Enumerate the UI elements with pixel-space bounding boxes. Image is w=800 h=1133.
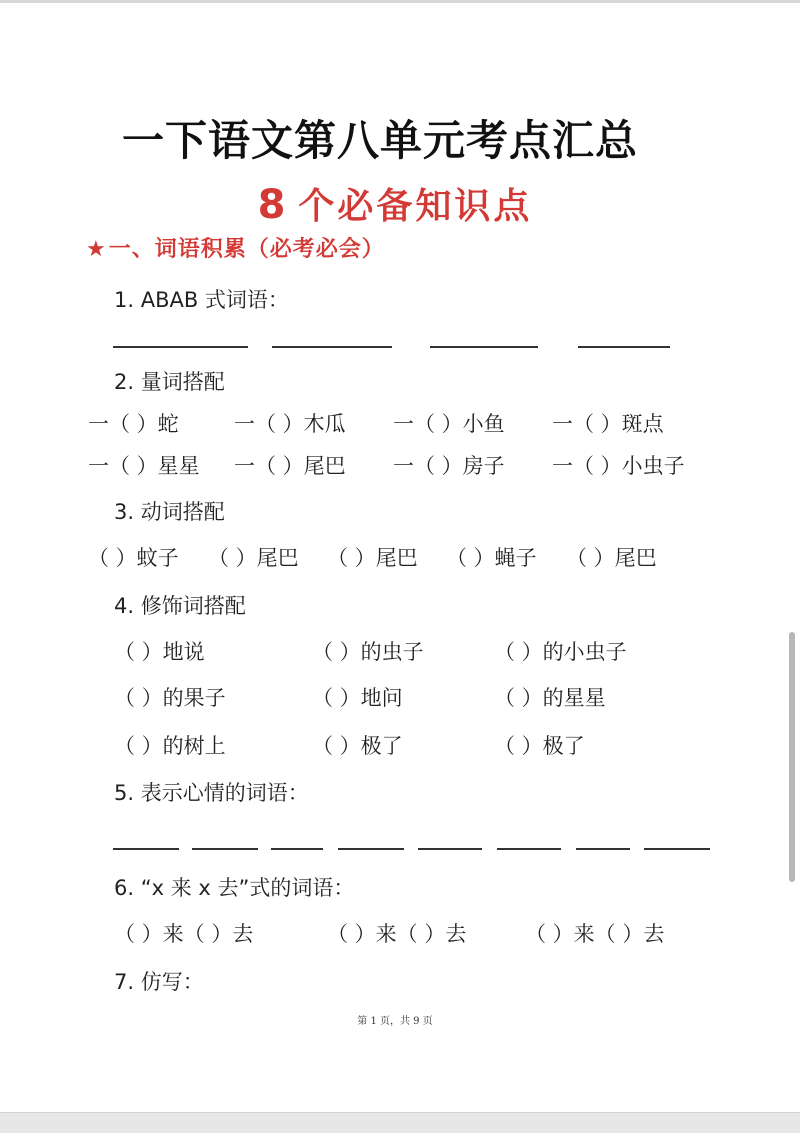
- blank-item: 一（ ）小鱼: [393, 412, 505, 436]
- question-1-label: 1. ABAB 式词语：: [114, 288, 289, 312]
- question-4-label: 4. 修饰词搭配: [114, 594, 246, 618]
- blank-item: （ ）地说: [114, 640, 205, 664]
- blank-item: （ ）的小虫子: [494, 640, 627, 664]
- answer-line: [192, 848, 258, 850]
- blank-item: （ ）蚊子: [88, 546, 179, 570]
- blank-item: 一（ ）房子: [393, 454, 505, 478]
- question-7-label: 7. 仿写：: [114, 970, 204, 994]
- answer-line: [271, 848, 323, 850]
- blank-item: （ ）来（ ）去: [525, 922, 665, 946]
- answer-line: [644, 848, 710, 850]
- star-icon: ★: [86, 237, 107, 262]
- blank-item: （ ）的树上: [114, 734, 226, 758]
- verb-row: [0, 542, 790, 572]
- subtitle-text: 个必备知识点: [298, 186, 533, 227]
- blank-item: （ ）来（ ）去: [327, 922, 467, 946]
- blank-item: （ ）来（ ）去: [114, 922, 254, 946]
- question-3-label: 3. 动词搭配: [114, 500, 225, 524]
- answer-line: [272, 346, 392, 348]
- answer-line: [578, 346, 670, 348]
- answer-line: [497, 848, 561, 850]
- blank-item: （ ）的星星: [494, 686, 606, 710]
- page-title: 一下语文第八单元考点汇总: [121, 116, 638, 165]
- blank-item: （ ）尾巴: [327, 546, 418, 570]
- blank-item: 一（ ）小虫子: [552, 454, 685, 478]
- blank-item: 一（ ）尾巴: [234, 454, 346, 478]
- answer-line: [338, 848, 404, 850]
- blank-item: （ ）的虫子: [312, 640, 424, 664]
- blank-item: 一（ ）蛇: [88, 412, 179, 436]
- blank-item: （ ）的果子: [114, 686, 226, 710]
- blank-item: （ ）尾巴: [208, 546, 299, 570]
- measure-word-row-2: [0, 450, 790, 480]
- modifier-row-1: [0, 636, 790, 666]
- section-heading: [86, 232, 385, 263]
- answer-line: [113, 346, 248, 348]
- blank-item: （ ）蝇子: [446, 546, 537, 570]
- answer-line: [418, 848, 482, 850]
- blank-item: （ ）地问: [312, 686, 403, 710]
- modifier-row-2: [0, 682, 790, 712]
- page-subtitle: [0, 178, 790, 229]
- scrollbar-thumb[interactable]: [789, 632, 795, 882]
- blank-item: 一（ ）斑点: [552, 412, 664, 436]
- page-number-footer: 第 1 页，共 9 页: [357, 1016, 433, 1027]
- question-5-label: 5. 表示心情的词语：: [114, 781, 309, 805]
- section-label: 一、词语积累（必考必会）: [108, 237, 385, 262]
- modifier-row-3: [0, 730, 790, 760]
- blank-item: （ ）尾巴: [566, 546, 657, 570]
- question-2-label: 2. 量词搭配: [114, 370, 225, 394]
- bottom-toolbar: [0, 1112, 800, 1133]
- scrollbar[interactable]: [786, 0, 800, 1112]
- measure-word-row-1: [0, 408, 790, 438]
- subtitle-number: 8: [257, 182, 289, 228]
- top-border: [0, 0, 800, 3]
- answer-line: [113, 848, 179, 850]
- blank-item: 一（ ）星星: [88, 454, 200, 478]
- come-go-row: [0, 918, 790, 948]
- blank-item: （ ）极了: [312, 734, 403, 758]
- question-6-label: 6. “x 来 x 去”式的词语：: [114, 876, 355, 900]
- answer-line: [430, 346, 538, 348]
- blank-item: 一（ ）木瓜: [234, 412, 346, 436]
- blank-item: （ ）极了: [494, 734, 585, 758]
- answer-line: [576, 848, 630, 850]
